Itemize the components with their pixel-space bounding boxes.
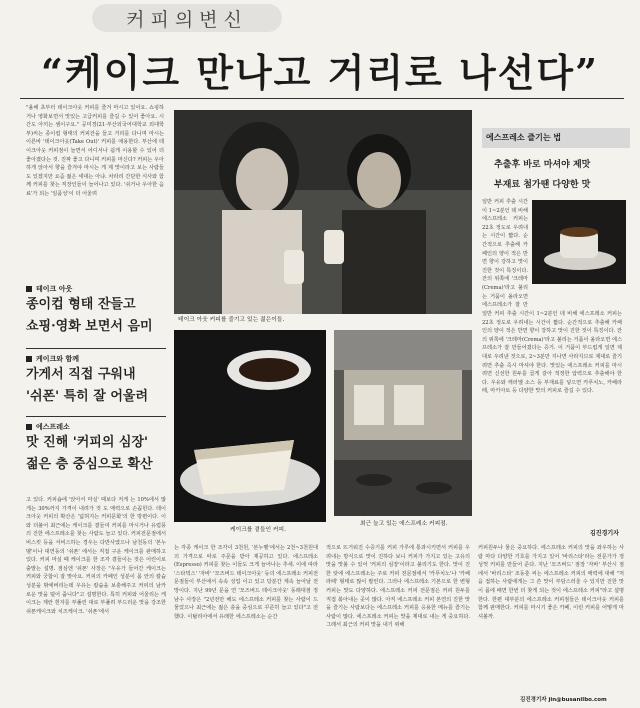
photo-espresso-cup xyxy=(532,200,626,284)
bullet-icon xyxy=(26,424,32,430)
headline-rule xyxy=(20,98,624,99)
section-heading: 맛 진해 '커피의 심장' 젊은 층 중심으로 확산 xyxy=(26,435,153,472)
section-banner: 커피의변신 xyxy=(92,4,282,32)
sidebar-text-top: 일반 커피 추출 시간이 1~2분인 데 비해 에스프레소 커피는 22초 정도로 우려내는 시간이 짧다. 순간적으로 추출해 카페인의 양이 적은 반면 향이 강하고 맛이 진한 것이 특징이다. 잔의 위쪽에 '크레마(Crema)'라고 불리는 거품이 올라오면 에스프레소가 잘 만 xyxy=(482,199,528,308)
section-divider xyxy=(26,416,166,417)
sidebar-header xyxy=(482,110,630,206)
section-label: 에스프레소 xyxy=(26,422,166,432)
photo-takeout-coffee xyxy=(174,110,472,314)
headline: “케이크 만나고 거리로 나선다” xyxy=(41,50,599,95)
section-takeout xyxy=(26,284,166,338)
sidebar-line1: 추출후 바로 마셔야 제맛 xyxy=(494,160,591,170)
sidebar-text: 일반 커피 추출 시간이 1~2분인 데 비해 에스프레소 커피는 22초 정도로 우려내는 시간이 짧다. 순간적으로 추출해 카페인의 양이 적은 반면 향이 강하고 맛이 진한 것이 특징이다. 잔의 위쪽에 '크레마(Crema)'라고 불리는 거품이 올라오면 에스프레소가 잘 만들어졌다는 증거. 이 거품이 부드럽게 일면 제대로 우려낸 것으로, 2~3분만 지나면 사라지므로 제대로 즐기려면 추출 즉시 마셔야 한다. 맛있는 에스프레소 커피를 마시려면 신선한 원두를 곱게 갈아 적정한 압력으로 추출해야 한다. 우유와 캐러멜 소스 등 부재료를 넣으면 카푸치노, 카페라떼, 마키아토 등 다양한 맛의 커피로 즐길 수 있다. xyxy=(482,311,622,395)
col4-bottom-text: 커피원두나 물은 중요하다. 에스프레소 커피의 맛을 좌우하는 사람 마다 다양한 기호를 가지고 있어 '바리스타'라는 전문가가 정성껏 커피를 만들어 준다. 지난 '모즈버드' 점장 '자바' 부산시 점에서 '바리스타' 조동훈 씨는 에스프레소 커피의 매력에 대해 "처음 접하는 사람에게는 그 쓴 맛이 부담스러울 수 있지만 진한 맛이 몸에 배면 한번 더 찾게 되는 것이 에스프레소 커피"라고 설명한다. 한편 대부분의 에스프레소 커피점들은 테이크아웃 커피를 함께 판매한다. 커피를 마시기 좋은 카페, 이런 커피를 어떻게 마셔볼까. xyxy=(478,545,624,620)
bullet-icon xyxy=(26,356,32,362)
section-divider xyxy=(26,348,166,349)
photo1-caption: 테이크 아웃 커피를 즐기고 있는 젊은이들. xyxy=(178,317,285,323)
section-cake xyxy=(26,354,166,408)
bullet-icon xyxy=(26,286,32,292)
sidebar-byline: 김진경기자 xyxy=(590,530,619,537)
bottom-byline: 김진경기자 jin@busanilbo.com xyxy=(520,697,607,703)
sidebar-tag: 에스프레소 즐기는 법 xyxy=(486,133,562,142)
photo2-caption: 케이크를 곁들인 커피. xyxy=(230,527,286,533)
section-heading: 종이컵 형태 잔들고 쇼핑·영화 보면서 음미 xyxy=(26,297,153,334)
col3-bottom-text: 적으로 뜨거워진 수증기를 커피 가루에 통과시키면서 커피를 우려내는 방식으로 맛이 진하다 보니 커피가 가지고 있는 고유의 맛을 맛볼 수 있어 '커피의 심장'이라고 불리기도 한다. 맛이 진한 탓에 에스프레소는 주로 커피 전문점에서 '카푸치노'나 '카페라떼' 형태로 많이 팔린다. 그러나 에스프레소 기본으로 한 변형 커피는 맛도 다양하다. 에스프레소 커피 전문점은 커피 원두를 직접 볶아내는 곳이 많다. 아직 에스프레소 커피 본연의 진한 맛을 즐기는 사람보다는 에스프레소 커피를 응용한 메뉴를 즐기는 사람이 많다. 에스프레소 커피는 맛을 제대로 내는 게 중요하다. 그래서 최근의 커피 맛을 내기 위해 xyxy=(326,545,470,629)
section-label: 케이크와 함께 xyxy=(26,354,166,364)
section-heading: 가게서 직접 구워내 '쉬폰' 특히 잘 어울려 xyxy=(26,367,149,404)
sidebar-line2: 부재료 첨가땐 다양한 맛 xyxy=(494,180,591,190)
intro-text: "올해 초부터 테이크아웃 커피를 즐겨 마시고 있어요. 쇼핑하거나 영화보면서 맛있는 고급커피를 즐길 수 있어 좋아요. 시간도 아끼는 셈이구요." 공미경(21·부산외국어대학교 외대학부)씨는 종이컵 형태의 커피잔을 들고 거리를 다니며 마시는 이른바 '테이크아웃(Take Out)' 커피를 애용한다. 부산에 테이크아웃 커피점이 늘면서 어디서나 쉽게 이용할 수 있어 더 좋아졌다는 것. 진짜 좋고 다니며 커피를 마신다? 커피는 우아하게 앉아서 향을 즐겨야 마시는 게 제 맛이라고 보는 사람들도 있겠지만 요즘 젊은 세대는 아냐. 차라리 간단한 식사와 함께 커피를 찾는 직장인들이 늘어나고 있다. '쉬거나 우아한 음료'가 되는 '일품성'이 더 어울려 xyxy=(26,105,164,197)
photo-espresso-cafe xyxy=(334,330,472,516)
col2-bottom-text: 는 각종 케이크 한 조각이 3천원, '본누벨'에서는 2천~3천원대의 가격으로 따로 주문을 받아 제공하고 있다. 에스프레소(Espresso) 커피를 찾는 이들도 크게 늘어나는 추세. 이에 따라 '스타벅스' '자바' '모즈버드 테이크아웃' 등의 에스프레소 커피전문점들이 부산에서 속속 성업 이고 있고 당분간 계속 늘어날 전망이다. 지난 99년 문을 연 '모즈버드 테이크아웃' 동래대점 정남수 사장은 "2년전만 해도 에스프레소 커피를 찾는 사람이 드물었으나 최근에는 젊은 층을 중심으로 꾸준히 늘고 있다"고 전했다. 이탈리아에서 유래한 에스프레소는 순간 xyxy=(174,545,318,620)
section-label: 테이크 아웃 xyxy=(26,284,166,294)
left-bottom-text: 고 있다. 커피숍에 '앉아서 마실' 때보다 저게 는 10%에서 많게는 30%까지 가격이 내려가 것 도 매력으로 손꼽힌다. 테이크아웃 커피의 확산은 '넓혀지는 커피문화'의 한 방편이다. 이와 더불어 최근에는 케이크를 곁들여 커피를 마시거나 유럽풍의 진한 에스프레소를 찾는 사람도 늘고 있다. 커피전문점에서 비스킷 등을 서비스하는 경우는 다반사였으나 남천동의 '본누벨'이나 대연동의 '쉬폰' 에서는 직접 구운 케이크를 판매하고 있다. 커피 마실 때 케이크를 한 조각 곁들이는 것은 어린이로 출발는 설명. 점심엔 '쉬폰' 사장은 "우유가 들어간 케이크는 커피와 궁합이 잘 맞아요. 커피의 카페인 성분이 몸 안의 칼슘성분을 밖에버리는데 우유는 칼슘을 보충해주고 커피의 남카로운 맛을 덜어 줍니다"고 설명한다. 특히 커피와 어울리는 케이크는 계란 흰자를 부풀린 대로 부풀려 부드러운 맛을 강조한 쉬폰케이크와 치즈케이크. '쉬폰'에서 xyxy=(26,497,166,615)
section-espresso xyxy=(26,422,166,476)
photo-cake-coffee xyxy=(174,330,326,522)
photo3-caption: 최근 늘고 있는 에스프레소 커피점. xyxy=(360,521,448,527)
